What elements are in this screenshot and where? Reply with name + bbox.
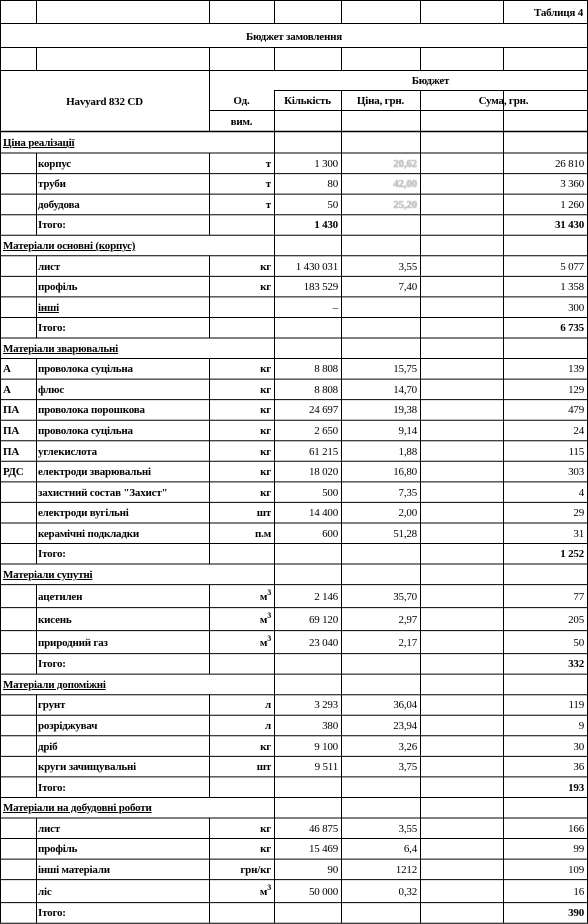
row-sum: 109 <box>568 863 584 876</box>
row-sum: 26 810 <box>554 157 584 170</box>
row-price: 7,35 <box>398 486 417 499</box>
table-label: Таблиця 4 <box>533 6 583 19</box>
header-unit: Од. <box>233 95 250 107</box>
row-name: углекислота <box>38 445 97 458</box>
row-quantity: 80 <box>327 178 338 191</box>
row-sum: 36 <box>573 761 584 774</box>
header-sum: Сума, грн. <box>478 95 529 107</box>
row-unit: кг <box>260 363 271 376</box>
row-quantity: 24 697 <box>308 404 338 417</box>
total-quantity: 1 430 <box>314 219 338 232</box>
total-label: Ітого: <box>38 658 66 671</box>
row-name: проволока порошкова <box>38 404 145 417</box>
row-quantity: 380 <box>322 720 338 733</box>
unit-superscript: 3 <box>267 633 271 643</box>
row-price: 2,17 <box>398 636 417 649</box>
total-sum: 31 430 <box>554 219 584 232</box>
row-unit: п.м <box>255 527 271 540</box>
row-sum: 129 <box>568 383 584 396</box>
row-quantity: – <box>332 301 338 314</box>
row-sum: 115 <box>568 445 584 458</box>
row-price: 14,70 <box>393 383 417 396</box>
row-unit: кг <box>260 281 271 294</box>
row-quantity: 500 <box>322 486 338 499</box>
row-quantity: 3 293 <box>314 699 338 712</box>
row-name: інші матеріали <box>38 863 110 876</box>
row-sum: 139 <box>568 363 584 376</box>
row-unit: кг <box>260 822 271 835</box>
row-quantity: 69 120 <box>308 613 338 626</box>
row-name: керамічні подкладки <box>38 527 139 540</box>
row-sum: 303 <box>568 466 584 479</box>
row-price: 23,94 <box>393 720 417 733</box>
total-sum: 390 <box>568 907 584 920</box>
row-unit: шт <box>256 507 271 520</box>
total-label: Ітого: <box>38 219 66 232</box>
row-price: 3,26 <box>398 740 417 753</box>
row-price: 0,32 <box>398 885 417 898</box>
row-name: лист <box>38 260 60 273</box>
total-label: Ітого: <box>38 548 66 561</box>
row-quantity: 9 100 <box>314 740 338 753</box>
row-name: електроди вугільні <box>38 507 129 520</box>
row-quantity: 1 430 031 <box>295 260 338 273</box>
row-sum: 205 <box>568 613 584 626</box>
row-price: 51,28 <box>393 527 417 540</box>
row-price: 1212 <box>395 863 417 876</box>
row-unit: л <box>265 699 271 712</box>
row-unit: кг <box>260 466 271 479</box>
total-label: Ітого: <box>38 322 66 335</box>
total-sum: 6 735 <box>560 322 584 335</box>
row-name: флюс <box>38 383 64 396</box>
section-title: Матеріали зварювальні <box>3 342 119 355</box>
table-title: Бюджет замовлення <box>245 30 343 43</box>
row-sum: 50 <box>573 636 584 649</box>
row-quantity: 9 511 <box>314 761 338 774</box>
row-unit: кг <box>260 486 271 499</box>
row-tag: РДС <box>3 466 24 479</box>
row-sum: 29 <box>573 507 584 520</box>
row-quantity: 2 146 <box>314 590 338 603</box>
header-price: Ціна, грн. <box>356 95 405 107</box>
row-price: 16,80 <box>393 466 417 479</box>
row-sum: 9 <box>578 720 584 733</box>
row-tag: ПА <box>3 404 20 417</box>
row-name: труби <box>38 178 66 191</box>
row-unit: $м^3$ <box>259 587 271 603</box>
row-name: профіль <box>38 281 78 294</box>
row-unit: шт <box>256 761 271 774</box>
section-title: Матеріали допоміжні <box>3 678 106 691</box>
row-sum: 30 <box>573 740 584 753</box>
row-sum: 119 <box>568 699 584 712</box>
row-sum: 4 <box>578 486 584 499</box>
row-name: ацетилен <box>38 590 83 603</box>
row-quantity: 2 650 <box>314 424 338 437</box>
row-sum: 24 <box>573 424 584 437</box>
row-unit: $м^3$ <box>259 633 271 649</box>
row-sum: 31 <box>573 527 584 540</box>
row-sum: 77 <box>573 590 584 603</box>
header-product: Havyard 832 CD <box>66 95 143 108</box>
row-name: грунт <box>38 699 66 712</box>
row-sum: 300 <box>568 301 584 314</box>
row-tag: А <box>3 363 11 376</box>
section-title: Матеріали на добудовні роботи <box>3 802 152 815</box>
total-label: Ітого: <box>38 907 66 920</box>
row-unit: т <box>265 157 271 170</box>
row-quantity: 46 875 <box>308 822 338 835</box>
row-price: 3,55 <box>398 260 417 273</box>
row-quantity: 14 400 <box>308 507 338 520</box>
row-quantity: 8 808 <box>314 363 338 376</box>
total-label: Ітого: <box>38 781 66 794</box>
row-price: 7,40 <box>398 281 417 294</box>
row-unit: л <box>265 720 271 733</box>
row-unit: $м^3$ <box>259 882 271 898</box>
row-sum: 1 358 <box>560 281 584 294</box>
section-title: Ціна реалізації <box>3 137 75 150</box>
row-name: кисень <box>38 613 72 626</box>
row-price: 2,97 <box>398 613 417 626</box>
row-quantity: 50 <box>327 198 338 211</box>
row-unit: кг <box>260 843 271 856</box>
row-unit: т <box>265 198 271 211</box>
row-sum: 166 <box>568 822 584 835</box>
row-unit: $м^3$ <box>259 610 271 626</box>
row-quantity: 1 300 <box>314 157 338 170</box>
row-price: 9,14 <box>398 424 417 437</box>
row-name: інші <box>38 301 59 314</box>
row-quantity: 15 469 <box>308 843 338 856</box>
row-unit: кг <box>260 424 271 437</box>
row-sum: 479 <box>568 404 584 417</box>
section-title: Матеріали супутні <box>3 568 93 581</box>
row-name: профіль <box>38 843 78 856</box>
row-name: дріб <box>38 740 58 753</box>
total-sum: 193 <box>568 781 584 794</box>
row-price: 35,70 <box>393 590 417 603</box>
header-unit-2: вим. <box>230 115 253 128</box>
header-quantity: Кількість <box>284 95 331 107</box>
row-sum: 1 260 <box>560 198 584 211</box>
row-sum: 99 <box>573 843 584 856</box>
total-sum: 1 252 <box>560 548 584 561</box>
row-quantity: 61 215 <box>308 445 338 458</box>
row-price: 3,55 <box>398 822 417 835</box>
unit-superscript: 3 <box>267 882 271 892</box>
row-quantity: 18 020 <box>308 466 338 479</box>
row-price: 6,4 <box>403 843 417 856</box>
row-tag: ПА <box>3 445 20 458</box>
row-name: ліс <box>38 885 52 898</box>
row-price: 19,38 <box>393 404 417 417</box>
row-name: проволока суцільна <box>38 424 133 437</box>
row-tag: А <box>3 383 11 396</box>
row-price: 15,75 <box>393 363 417 376</box>
row-unit: кг <box>260 445 271 458</box>
row-price: 2,00 <box>398 507 417 520</box>
row-unit: кг <box>260 404 271 417</box>
header-budget: Бюджет <box>411 75 450 87</box>
row-quantity: 50 000 <box>308 885 338 898</box>
row-quantity: 600 <box>322 527 338 540</box>
row-unit: кг <box>260 260 271 273</box>
section-title: Матеріали основні (корпус) <box>3 240 136 253</box>
row-unit: кг <box>260 383 271 396</box>
row-price: 3,75 <box>398 761 417 774</box>
row-sum: 3 360 <box>560 178 584 191</box>
row-price: 25,20 <box>393 198 417 211</box>
row-name: проволока суцільна <box>38 363 133 376</box>
row-price: 20,62 <box>393 157 417 170</box>
row-quantity: 23 040 <box>308 636 338 649</box>
unit-superscript: 3 <box>267 610 271 620</box>
row-name: розріджувач <box>38 720 98 733</box>
row-quantity: 8 808 <box>314 383 338 396</box>
row-name: захистний состав "Захист" <box>38 486 168 499</box>
row-sum: 5 077 <box>560 260 584 273</box>
row-quantity: 183 529 <box>303 281 338 294</box>
row-name: корпус <box>38 157 71 170</box>
row-sum: 16 <box>573 885 584 898</box>
row-quantity: 90 <box>327 863 338 876</box>
row-price: 1,88 <box>398 445 417 458</box>
row-unit: кг <box>260 740 271 753</box>
row-name: електроди зварювальні <box>38 466 151 479</box>
total-sum: 332 <box>568 658 584 671</box>
unit-superscript: 3 <box>267 587 271 597</box>
row-name: круги зачищувальні <box>38 761 137 774</box>
row-name: природний газ <box>38 636 108 649</box>
row-unit: т <box>265 178 271 191</box>
row-unit: грн/кг <box>240 863 271 876</box>
row-price: 42,00 <box>393 178 417 191</box>
row-name: добудова <box>38 198 80 211</box>
row-tag: ПА <box>3 424 20 437</box>
row-price: 36,04 <box>393 699 417 712</box>
row-name: лист <box>38 822 60 835</box>
